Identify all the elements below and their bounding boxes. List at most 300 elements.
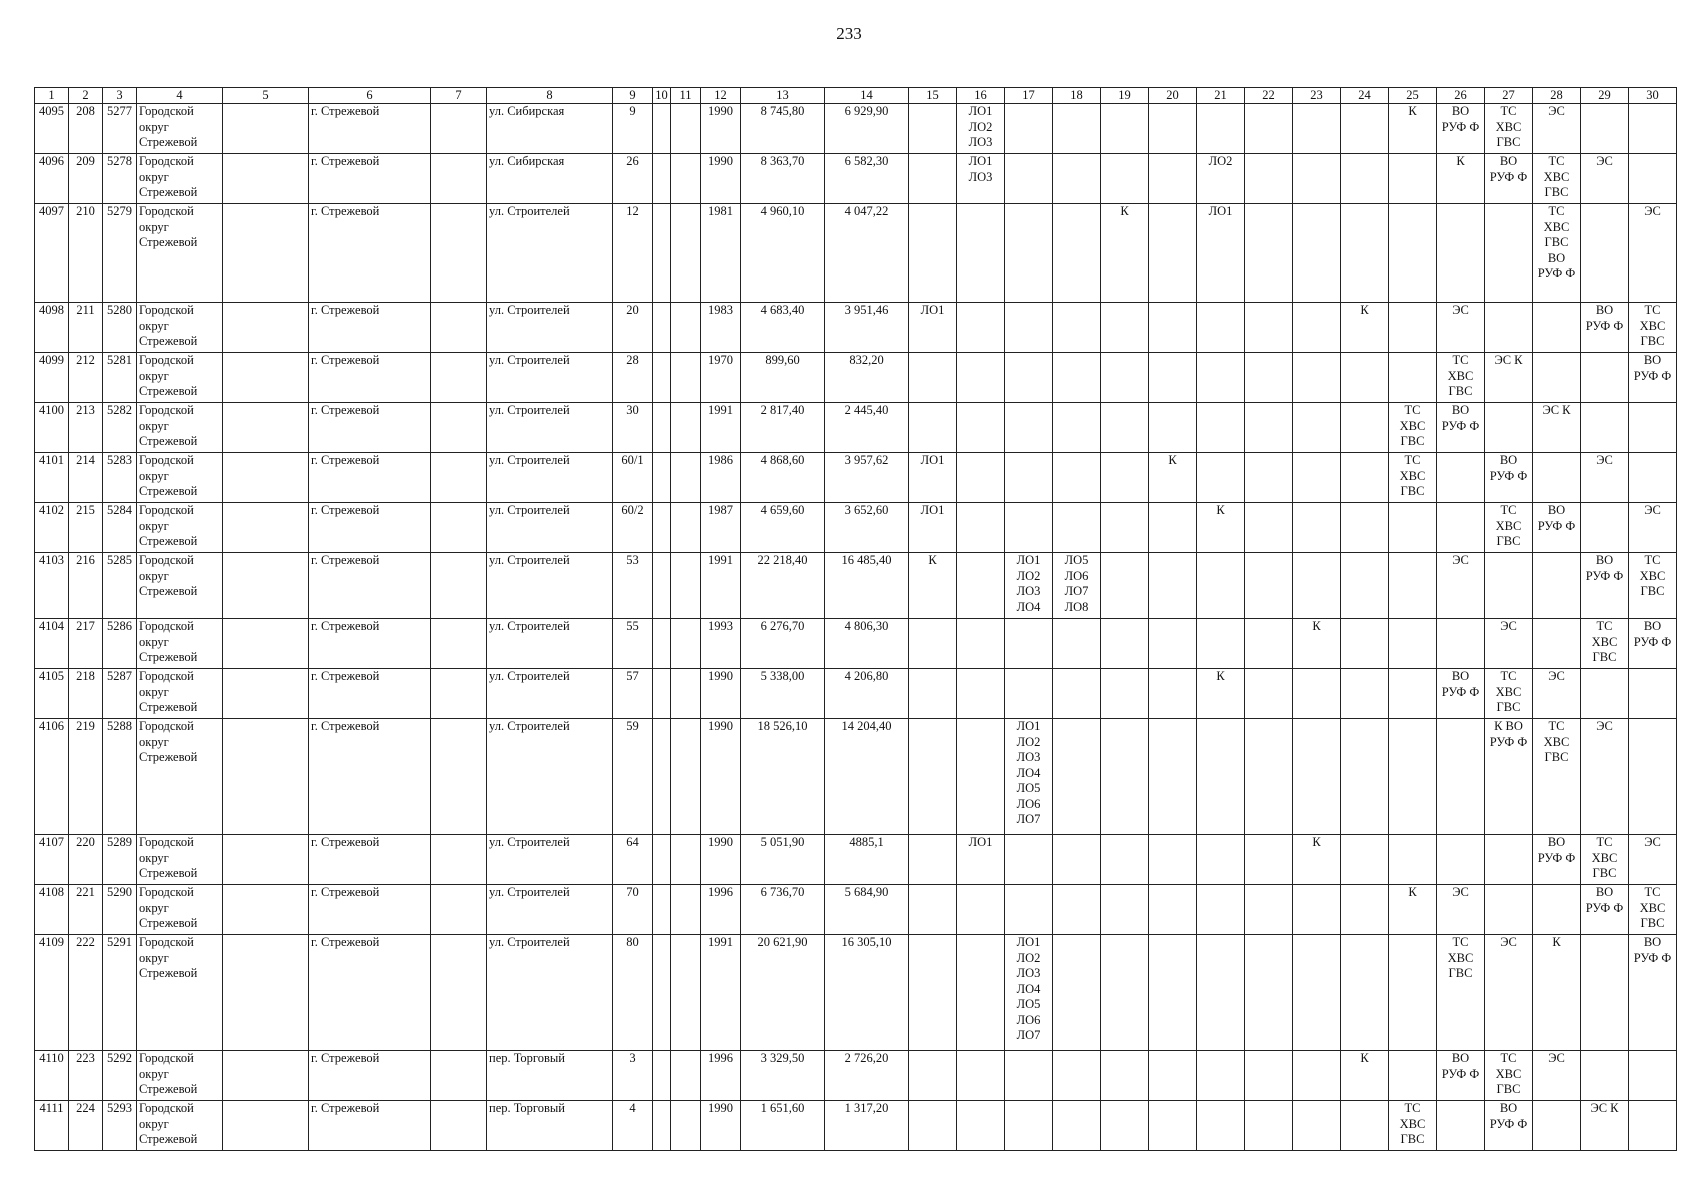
table-cell (653, 503, 671, 553)
table-cell (1437, 835, 1485, 885)
table-cell: ВО РУФ Ф (1437, 104, 1485, 154)
table-cell (909, 719, 957, 835)
table-cell (1245, 885, 1293, 935)
table-cell (223, 1101, 309, 1151)
table-cell (1053, 503, 1101, 553)
table-cell (909, 104, 957, 154)
table-cell: 1990 (701, 835, 741, 885)
table-cell (1197, 885, 1245, 935)
table-cell: 3 957,62 (825, 453, 909, 503)
table-cell: Городской округ Стрежевой (137, 1101, 223, 1151)
table-cell: К (909, 553, 957, 619)
table-cell: 4109 (35, 935, 69, 1051)
table-cell (1341, 669, 1389, 719)
table-cell (1629, 453, 1677, 503)
table-cell (223, 935, 309, 1051)
table-cell: 210 (69, 204, 103, 303)
table-cell (1005, 204, 1053, 303)
table-cell (431, 719, 487, 835)
table-cell (1581, 204, 1629, 303)
table-cell: ТС ХВС ГВС (1581, 835, 1629, 885)
table-cell: 1990 (701, 1101, 741, 1151)
table-cell (1005, 104, 1053, 154)
table-cell: ул. Сибирская (487, 104, 613, 154)
table-cell: 20 621,90 (741, 935, 825, 1051)
table-cell: ЭС К (1581, 1101, 1629, 1151)
table-cell (1245, 1101, 1293, 1151)
table-cell (1341, 719, 1389, 835)
table-cell (653, 1051, 671, 1101)
table-cell (671, 204, 701, 303)
table-cell (1149, 104, 1197, 154)
column-header: 15 (909, 88, 957, 104)
table-cell (653, 204, 671, 303)
table-cell: 5288 (103, 719, 137, 835)
table-row (35, 403, 1677, 453)
table-cell (957, 303, 1005, 353)
table-cell: ул. Строителей (487, 885, 613, 935)
column-number-row (35, 88, 1677, 104)
table-cell: ЛО2 (1197, 154, 1245, 204)
table-cell: 3 652,60 (825, 503, 909, 553)
table-cell: 4098 (35, 303, 69, 353)
table-cell (223, 719, 309, 835)
table-cell: ЛО5 ЛО6 ЛО7 ЛО8 (1053, 553, 1101, 619)
table-cell: ЛО1 ЛО2 ЛО3 ЛО4 ЛО5 ЛО6 ЛО7 (1005, 935, 1053, 1051)
table-cell (1053, 353, 1101, 403)
table-row (35, 1051, 1677, 1101)
column-header: 13 (741, 88, 825, 104)
table-cell: К (1341, 303, 1389, 353)
table-cell (1437, 204, 1485, 303)
table-cell: К (1293, 619, 1341, 669)
table-cell (1149, 303, 1197, 353)
table-row (35, 619, 1677, 669)
table-cell: ЭС (1533, 104, 1581, 154)
table-cell (1245, 353, 1293, 403)
table-cell: ЛО1 (909, 453, 957, 503)
table-cell: ул. Строителей (487, 503, 613, 553)
column-header: 5 (223, 88, 309, 104)
table-cell (1053, 204, 1101, 303)
table-cell (1149, 935, 1197, 1051)
table-cell (1197, 835, 1245, 885)
table-cell (1581, 669, 1629, 719)
table-cell (957, 1051, 1005, 1101)
table-cell: 1996 (701, 1051, 741, 1101)
table-cell (1389, 935, 1437, 1051)
table-cell (1245, 403, 1293, 453)
table-cell (671, 935, 701, 1051)
table-cell: Городской округ Стрежевой (137, 104, 223, 154)
table-cell (223, 1051, 309, 1101)
table-cell (909, 154, 957, 204)
table-cell (1149, 154, 1197, 204)
table-cell (671, 619, 701, 669)
table-cell (1629, 1101, 1677, 1151)
table-cell: 211 (69, 303, 103, 353)
table-row (35, 154, 1677, 204)
table-cell (1101, 719, 1149, 835)
table-cell (1149, 403, 1197, 453)
table-cell (1293, 403, 1341, 453)
table-cell: ВО РУФ Ф (1437, 669, 1485, 719)
table-cell: 224 (69, 1101, 103, 1151)
table-cell: К (1293, 835, 1341, 885)
table-cell (1533, 453, 1581, 503)
table-cell: 5289 (103, 835, 137, 885)
table-cell (431, 453, 487, 503)
table-cell (957, 403, 1005, 453)
table-cell (909, 1101, 957, 1151)
table-cell (1053, 303, 1101, 353)
table-cell (957, 719, 1005, 835)
table-cell (1245, 204, 1293, 303)
table-cell (1293, 453, 1341, 503)
table-cell (1101, 885, 1149, 935)
table-cell (1197, 1051, 1245, 1101)
table-cell: ЭС (1581, 154, 1629, 204)
table-cell (1485, 204, 1533, 303)
table-cell (957, 503, 1005, 553)
table-cell (671, 885, 701, 935)
column-header: 10 (653, 88, 671, 104)
table-cell: 28 (613, 353, 653, 403)
table-cell (1581, 353, 1629, 403)
table-cell: г. Стрежевой (309, 1051, 431, 1101)
table-cell: 217 (69, 619, 103, 669)
table-cell: 1993 (701, 619, 741, 669)
table-cell: 221 (69, 885, 103, 935)
table-cell (957, 669, 1005, 719)
table-cell: 60/1 (613, 453, 653, 503)
table-cell (1341, 835, 1389, 885)
table-row (35, 453, 1677, 503)
column-header: 20 (1149, 88, 1197, 104)
table-cell (671, 154, 701, 204)
table-cell (1005, 353, 1053, 403)
table-cell (1341, 619, 1389, 669)
table-cell: 218 (69, 669, 103, 719)
table-cell: 4102 (35, 503, 69, 553)
table-cell: 5291 (103, 935, 137, 1051)
table-cell (1005, 669, 1053, 719)
table-cell: г. Стрежевой (309, 403, 431, 453)
table-cell: ТС ХВС ГВС (1389, 453, 1437, 503)
table-row (35, 885, 1677, 935)
column-header: 16 (957, 88, 1005, 104)
table-cell: ВО РУФ Ф (1581, 885, 1629, 935)
table-cell: ул. Строителей (487, 835, 613, 885)
table-cell: ЭС К (1533, 403, 1581, 453)
table-cell: 20 (613, 303, 653, 353)
table-cell (653, 553, 671, 619)
table-cell (1293, 503, 1341, 553)
table-cell (957, 553, 1005, 619)
table-cell (223, 503, 309, 553)
table-cell: 26 (613, 154, 653, 204)
table-cell: 6 736,70 (741, 885, 825, 935)
table-cell (671, 719, 701, 835)
table-cell: 12 (613, 204, 653, 303)
table-cell (1149, 553, 1197, 619)
table-cell: 6 929,90 (825, 104, 909, 154)
table-cell (1533, 303, 1581, 353)
table-cell: ул. Сибирская (487, 154, 613, 204)
table-cell (1005, 453, 1053, 503)
column-header: 4 (137, 88, 223, 104)
column-header: 1 (35, 88, 69, 104)
table-cell: ул. Строителей (487, 669, 613, 719)
table-cell: ТС ХВС ГВС (1437, 353, 1485, 403)
table-cell (1101, 154, 1149, 204)
table-cell (957, 1101, 1005, 1151)
table-cell (1053, 1101, 1101, 1151)
table-cell: г. Стрежевой (309, 619, 431, 669)
table-cell (431, 1051, 487, 1101)
table-row (35, 303, 1677, 353)
table-cell: 4 960,10 (741, 204, 825, 303)
table-cell: 64 (613, 835, 653, 885)
table-cell (1053, 835, 1101, 885)
table-cell: ЛО1 (909, 503, 957, 553)
table-cell (1101, 403, 1149, 453)
table-cell (1389, 835, 1437, 885)
table-cell (1005, 154, 1053, 204)
table-cell (1341, 885, 1389, 935)
table-cell: 1991 (701, 935, 741, 1051)
table-cell (1581, 1051, 1629, 1101)
table-cell: Городской округ Стрежевой (137, 935, 223, 1051)
table-cell (1389, 719, 1437, 835)
column-header: 9 (613, 88, 653, 104)
table-cell (1293, 719, 1341, 835)
table-cell (653, 935, 671, 1051)
table-cell (957, 453, 1005, 503)
table-cell (1245, 935, 1293, 1051)
table-cell (671, 835, 701, 885)
table-cell (223, 303, 309, 353)
table-cell (909, 1051, 957, 1101)
table-cell: ЭС (1629, 204, 1677, 303)
table-cell (1389, 619, 1437, 669)
table-cell: ТС ХВС ГВС (1629, 303, 1677, 353)
table-cell: К (1389, 104, 1437, 154)
column-header: 21 (1197, 88, 1245, 104)
table-cell (957, 885, 1005, 935)
table-cell (1005, 835, 1053, 885)
table-cell (1245, 553, 1293, 619)
table-cell: г. Стрежевой (309, 204, 431, 303)
table-cell: ТС ХВС ГВС (1581, 619, 1629, 669)
table-cell: 4 206,80 (825, 669, 909, 719)
table-cell: ЭС (1533, 1051, 1581, 1101)
housing-registry-table (34, 87, 1677, 1151)
table-cell (431, 619, 487, 669)
table-cell: 5293 (103, 1101, 137, 1151)
table-cell: ЭС (1485, 935, 1533, 1051)
table-cell: 4110 (35, 1051, 69, 1101)
table-cell (1005, 303, 1053, 353)
table-cell: ВО РУФ Ф (1533, 503, 1581, 553)
table-cell: ЭС (1581, 453, 1629, 503)
table-cell: К (1533, 935, 1581, 1051)
table-cell (1293, 1051, 1341, 1101)
table-cell (1437, 1101, 1485, 1151)
table-cell (1341, 154, 1389, 204)
table-cell (1581, 403, 1629, 453)
table-cell (653, 453, 671, 503)
table-row (35, 503, 1677, 553)
table-cell: 4095 (35, 104, 69, 154)
table-cell: К (1389, 885, 1437, 935)
table-cell: 5 338,00 (741, 669, 825, 719)
table-cell (1197, 719, 1245, 835)
table-cell (1149, 1101, 1197, 1151)
table-row (35, 935, 1677, 1051)
table-cell: К (1341, 1051, 1389, 1101)
table-cell (223, 835, 309, 885)
table-cell: 5290 (103, 885, 137, 935)
table-cell: 4 868,60 (741, 453, 825, 503)
column-header: 22 (1245, 88, 1293, 104)
table-cell: 5292 (103, 1051, 137, 1101)
table-cell: 5279 (103, 204, 137, 303)
table-cell (1005, 619, 1053, 669)
column-header: 11 (671, 88, 701, 104)
table-cell (431, 1101, 487, 1151)
table-cell: г. Стрежевой (309, 835, 431, 885)
column-header: 24 (1341, 88, 1389, 104)
table-cell (1341, 1101, 1389, 1151)
table-cell: Городской округ Стрежевой (137, 353, 223, 403)
table-cell (1245, 1051, 1293, 1101)
table-cell: г. Стрежевой (309, 669, 431, 719)
table-cell (653, 719, 671, 835)
table-cell (653, 104, 671, 154)
table-cell: 4 683,40 (741, 303, 825, 353)
table-cell (1005, 885, 1053, 935)
table-cell: Городской округ Стрежевой (137, 553, 223, 619)
table-cell (1053, 935, 1101, 1051)
table-cell (909, 619, 957, 669)
table-cell (671, 1051, 701, 1101)
table-cell (1245, 835, 1293, 885)
table-cell (1245, 453, 1293, 503)
table-cell (671, 503, 701, 553)
table-cell: ТС ХВС ГВС (1629, 553, 1677, 619)
table-cell (671, 553, 701, 619)
table-cell: ТС ХВС ГВС (1485, 503, 1533, 553)
table-cell: ЭС К (1485, 353, 1533, 403)
table-cell (1341, 403, 1389, 453)
table-cell: 4106 (35, 719, 69, 835)
table-cell: ул. Строителей (487, 935, 613, 1051)
column-header: 18 (1053, 88, 1101, 104)
table-cell: ВО РУФ Ф (1485, 453, 1533, 503)
table-cell: К ВО РУФ Ф (1485, 719, 1533, 835)
column-header: 29 (1581, 88, 1629, 104)
table-cell (671, 403, 701, 453)
table-cell: Городской округ Стрежевой (137, 204, 223, 303)
table-cell (431, 885, 487, 935)
table-cell (223, 353, 309, 403)
table-cell (1629, 104, 1677, 154)
column-header: 30 (1629, 88, 1677, 104)
table-cell: ВО РУФ Ф (1629, 353, 1677, 403)
table-cell: 60/2 (613, 503, 653, 553)
table-cell: 4 (613, 1101, 653, 1151)
table-cell (1341, 503, 1389, 553)
table-cell: 22 218,40 (741, 553, 825, 619)
table-cell (653, 403, 671, 453)
table-cell (1149, 353, 1197, 403)
table-row (35, 719, 1677, 835)
table-cell: 4107 (35, 835, 69, 885)
table-cell: Городской округ Стрежевой (137, 403, 223, 453)
table-cell: ВО РУФ Ф (1629, 935, 1677, 1051)
table-cell: ЛО1 (909, 303, 957, 353)
table-cell (1101, 935, 1149, 1051)
table-cell: 832,20 (825, 353, 909, 403)
table-cell: ТС ХВС ГВС (1533, 154, 1581, 204)
table-cell: 8 363,70 (741, 154, 825, 204)
table-cell: ЭС (1629, 835, 1677, 885)
table-cell: 5286 (103, 619, 137, 669)
table-cell: 214 (69, 453, 103, 503)
table-cell (957, 204, 1005, 303)
column-header: 7 (431, 88, 487, 104)
table-cell (909, 935, 957, 1051)
table-cell: пер. Торговый (487, 1101, 613, 1151)
table-cell: ВО РУФ Ф (1485, 1101, 1533, 1151)
table-cell: 222 (69, 935, 103, 1051)
column-header: 27 (1485, 88, 1533, 104)
column-header: 19 (1101, 88, 1149, 104)
table-cell (1149, 835, 1197, 885)
table-cell (431, 669, 487, 719)
table-cell (1533, 553, 1581, 619)
table-cell: 223 (69, 1051, 103, 1101)
table-cell: 5 051,90 (741, 835, 825, 885)
table-cell: 1990 (701, 104, 741, 154)
table-cell: 80 (613, 935, 653, 1051)
table-cell (1293, 303, 1341, 353)
table-cell: ТС ХВС ГВС (1437, 935, 1485, 1051)
table-cell (1245, 669, 1293, 719)
table-cell (1149, 719, 1197, 835)
table-cell (223, 885, 309, 935)
table-cell: К (1437, 154, 1485, 204)
table-cell: К (1101, 204, 1149, 303)
table-cell: Городской округ Стрежевой (137, 453, 223, 503)
table-cell: ЛО1 (957, 835, 1005, 885)
table-cell (671, 453, 701, 503)
table-cell (1101, 104, 1149, 154)
column-header: 12 (701, 88, 741, 104)
table-cell (1293, 669, 1341, 719)
table-cell (1293, 1101, 1341, 1151)
table-cell (1101, 303, 1149, 353)
table-cell (1293, 353, 1341, 403)
table-cell: 4111 (35, 1101, 69, 1151)
table-cell (1437, 619, 1485, 669)
table-cell: ул. Строителей (487, 719, 613, 835)
table-cell: г. Стрежевой (309, 935, 431, 1051)
table-cell (223, 619, 309, 669)
table-cell: 899,60 (741, 353, 825, 403)
table-cell: 55 (613, 619, 653, 669)
